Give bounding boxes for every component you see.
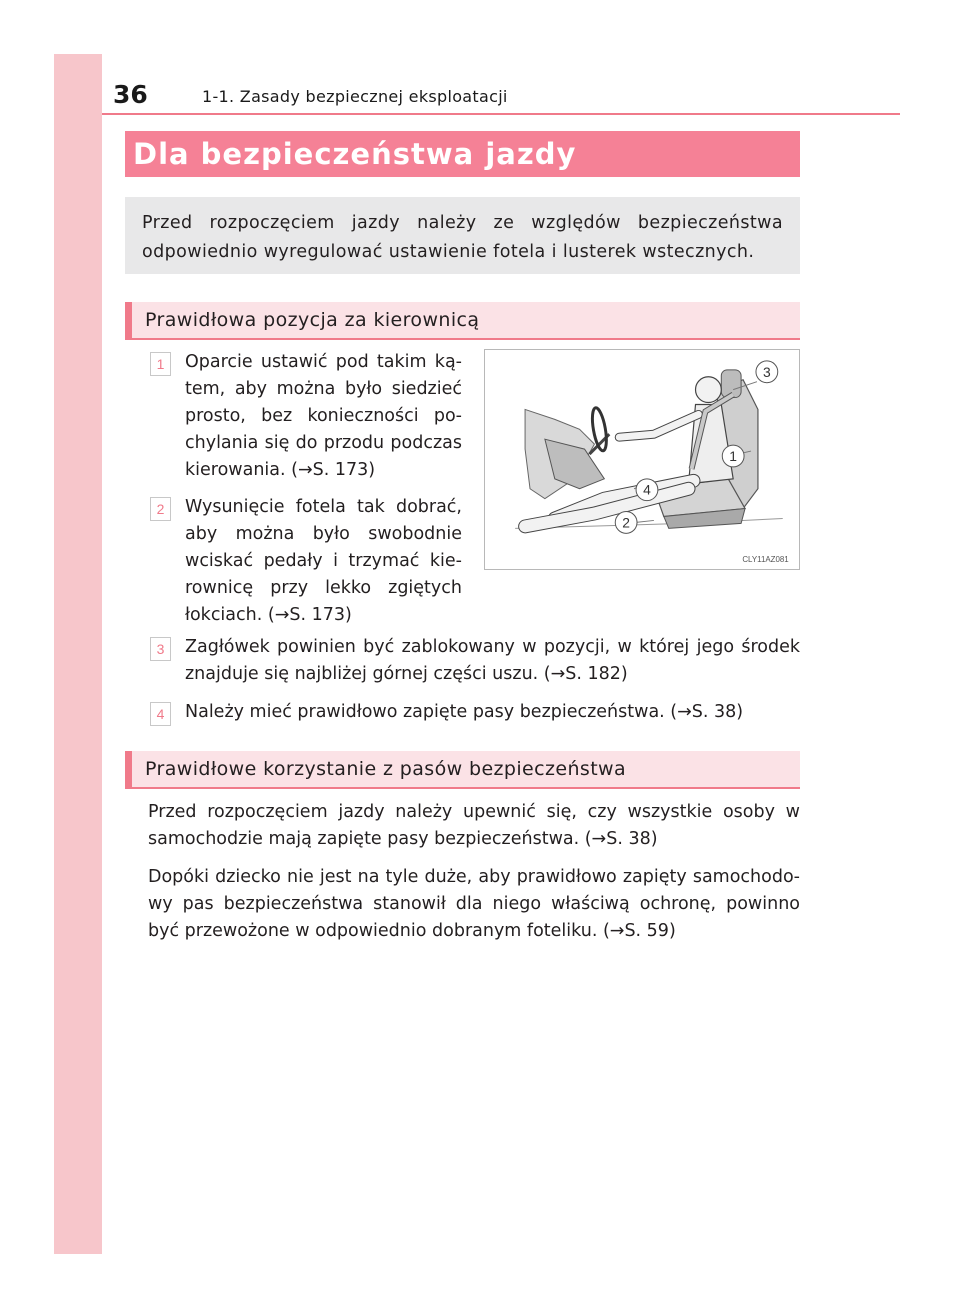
- item-number-badge: 4: [150, 702, 171, 726]
- list-item: [150, 494, 462, 629]
- figure-code: CLY11AZ081: [742, 555, 789, 565]
- intro-box: Przed rozpoczęciem jazdy należy ze względów bezpieczeństwa odpowiednio wyregulować ustawienie fotela i lusterek wstecznych.: [125, 197, 800, 274]
- header-rule: [102, 113, 900, 115]
- page-title: Dla bezpieczeństwa jazdy: [125, 131, 800, 177]
- item-text: Oparcie ustawić pod takim kątem, aby można było siedzieć prosto, bez konieczności pochylania się do przodu podczas kierowania. (→S. 173): [185, 352, 462, 480]
- paragraph: Dopóki dziecko nie jest na tyle duże, aby prawidłowo zapięty samochodowy pas bezpieczeństwa stanowił dla niego właściwą ochronę, powinno być przewożone w odpowiednio dobranym foteliku. (→S. 59): [148, 867, 800, 941]
- section-heading-driving-position: Prawidłowa pozycja za kierownicą: [125, 302, 800, 338]
- section-path: 1-1. Zasady bezpiecznej eksploatacji: [202, 87, 508, 106]
- paragraph: Przed rozpoczęciem jazdy należy upewnić się, czy wszystkie osoby w samochodzie mają zapięte pasy bezpieczeństwa. (→S. 38): [148, 802, 800, 849]
- page-number: 36: [113, 80, 148, 109]
- callout-4: [636, 479, 658, 501]
- svg-text:1: 1: [729, 447, 738, 464]
- svg-text:4: 4: [643, 481, 651, 498]
- item-text: Zagłówek powinien być zablokowany w pozycji, w której jego środek znajduje się najbliżej górnej części uszu. (→S. 182): [185, 637, 800, 684]
- callout-2: [615, 512, 637, 534]
- item-number-badge: 3: [150, 637, 171, 661]
- item-text: Należy mieć prawidłowo zapięte pasy bezpieczeństwa. (→S. 38): [185, 702, 744, 722]
- list-item: [150, 699, 800, 726]
- svg-text:3: 3: [763, 363, 771, 380]
- item-number-badge: 1: [150, 352, 171, 376]
- item-number-badge: 2: [150, 497, 171, 521]
- seat-position-illustration: [484, 349, 800, 570]
- list-item: [150, 349, 462, 484]
- item-text: Wysunięcie fotela tak dobrać, aby można było swobodnie wciskać pedały i trzymać kierownicę przy lekko zgiętych łokciach. (→S. 173): [185, 497, 462, 625]
- svg-text:2: 2: [622, 514, 631, 531]
- callout-1: [722, 445, 744, 467]
- list-item: [150, 634, 800, 688]
- callout-3: [756, 361, 778, 383]
- section-heading-seatbelts: Prawidłowe korzystanie z pasów bezpieczeństwa: [125, 751, 800, 787]
- driver-seat-diagram: [485, 350, 799, 569]
- side-band: [54, 54, 102, 1254]
